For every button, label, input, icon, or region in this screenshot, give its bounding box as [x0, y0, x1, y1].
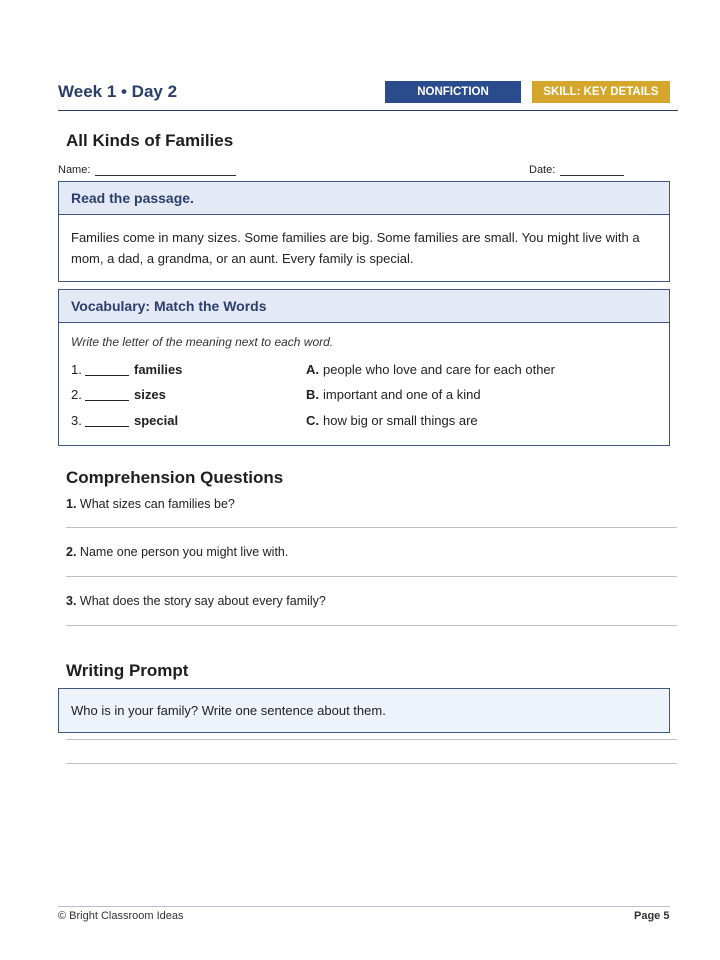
- writing-prompt-text: Who is in your family? Write one sentence about them.: [71, 703, 386, 718]
- question-text: What does the story say about every family?: [79, 594, 326, 608]
- week-day-title: Week 1 • Day 2: [58, 82, 178, 101]
- vocab-answer-blank[interactable]: [85, 426, 129, 427]
- question-text: What sizes can families be?: [79, 497, 235, 511]
- question-number: 3.: [66, 594, 77, 608]
- vocab-row: [71, 362, 661, 380]
- vocab-number: 3.: [71, 413, 82, 428]
- passage-box: [58, 181, 670, 282]
- vocab-letter: B.: [306, 387, 319, 402]
- vocab-meaning: important and one of a kind: [323, 387, 481, 402]
- vocab-word: sizes: [134, 387, 166, 402]
- vocab-answer-blank[interactable]: [85, 375, 129, 376]
- page-number: Page 5: [634, 910, 670, 922]
- header-divider: [58, 110, 678, 111]
- answer-line[interactable]: [66, 527, 677, 528]
- writing-line[interactable]: [66, 763, 677, 764]
- question-text: Name one person you might live with.: [79, 545, 289, 559]
- vocab-row: [71, 387, 661, 405]
- genre-tag: NONFICTION: [385, 81, 521, 103]
- vocab-word: special: [134, 413, 179, 428]
- vocab-meaning: people who love and care for each other: [323, 362, 555, 377]
- writing-line[interactable]: [66, 739, 677, 740]
- question-item: [66, 594, 326, 608]
- question-item: [66, 545, 288, 559]
- question-item: [66, 497, 235, 511]
- date-field[interactable]: [560, 175, 624, 176]
- name-label: Name:: [58, 164, 91, 176]
- vocab-row: [71, 413, 661, 431]
- answer-line[interactable]: [66, 576, 677, 577]
- date-label: Date:: [529, 164, 556, 176]
- writing-heading: Writing Prompt: [66, 661, 189, 680]
- passage-heading: Read the passage.: [59, 182, 669, 215]
- vocabulary-box: [58, 289, 670, 446]
- question-number: 2.: [66, 545, 77, 559]
- vocab-number: 1.: [71, 362, 82, 377]
- skill-tag: SKILL: KEY DETAILS: [532, 81, 670, 103]
- writing-prompt-box: [58, 688, 670, 733]
- question-number: 1.: [66, 497, 77, 511]
- answer-line[interactable]: [66, 625, 677, 626]
- footer-credit: © Bright Classroom Ideas: [58, 910, 184, 922]
- comprehension-heading: Comprehension Questions: [66, 468, 284, 487]
- passage-text: Families come in many sizes. Some families are big. Some families are small. You might live with a mom, a dad, a grandma, or an aunt. Every family is special.: [71, 230, 640, 266]
- vocab-word: families: [134, 362, 183, 377]
- footer-divider: [58, 906, 670, 907]
- name-field[interactable]: [95, 175, 236, 176]
- story-title: All Kinds of Families: [66, 131, 234, 150]
- vocab-letter: A.: [306, 362, 319, 377]
- vocab-letter: C.: [306, 413, 319, 428]
- vocabulary-heading: Vocabulary: Match the Words: [59, 290, 669, 323]
- vocab-number: 2.: [71, 387, 82, 402]
- vocabulary-instructions: Write the letter of the meaning next to each word.: [71, 335, 334, 349]
- vocab-answer-blank[interactable]: [85, 400, 129, 401]
- vocab-meaning: how big or small things are: [323, 413, 478, 428]
